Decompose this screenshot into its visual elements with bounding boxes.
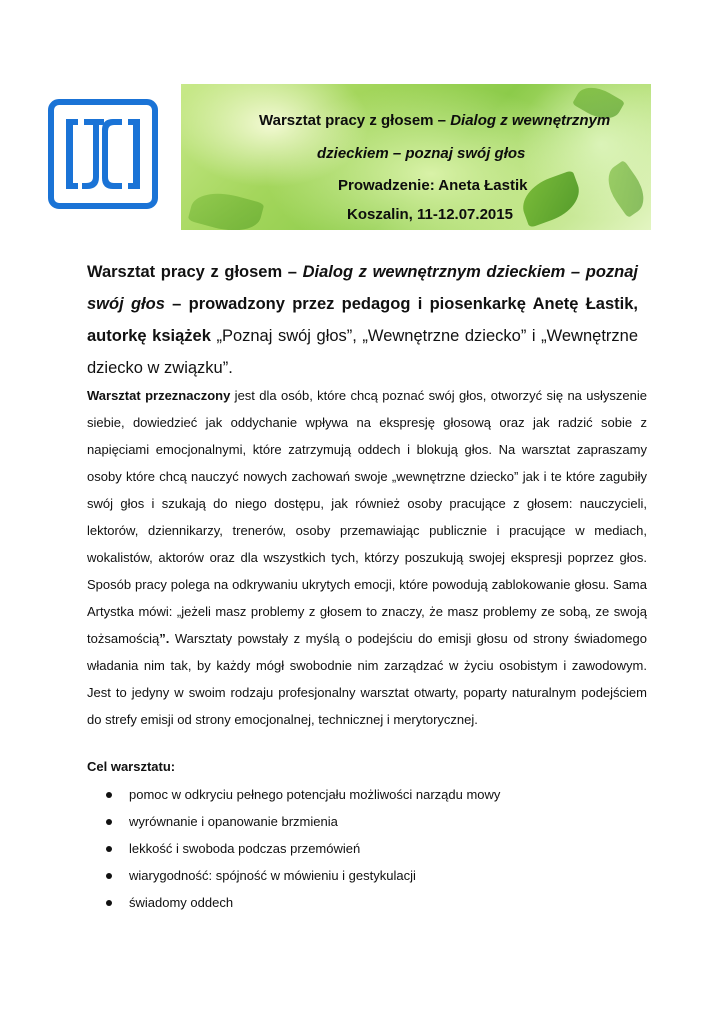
body-quote-end: ”. [159,631,170,646]
intro-paragraph [87,256,638,384]
banner-date: Koszalin, 11-12.07.2015 [347,206,513,223]
goal-text: świadomy oddech [129,895,234,910]
bullet-icon [106,792,112,798]
banner-title-italic: Dialog z wewnętrznym [450,112,611,129]
intro-part4: „Poznaj swój głos”, „Wewnętrzne dziecko” i „Wewnętrzne dziecko w związku”. [87,327,639,377]
body-text-2: Warsztaty powstały z myślą o podejściu do emisji głosu od strony świadomego władania nim tak, by każdy mógł swobodnie nim zarządzać w życiu osobistym i zawodowym. Jest to jedyny w swoim rodzaju profesjonalny warsztat otwarty, poparty naturalnym podejściem do strefy emisji od strony emocjonalnej, technicznej i merytorycznej. [87,631,647,727]
header-banner [181,84,651,230]
banner-title-plain: Warsztat pracy z głosem – [259,112,451,129]
list-item [87,839,500,866]
list-item [87,893,500,920]
intro-part2: Dialog z wewnętrznym dzieckiem – poznaj swój głos [87,263,638,313]
jc-logo-icon [48,99,158,209]
banner-title-italic-2: dzieckiem – poznaj swój głos [317,145,526,162]
goal-text: wiarygodność: spójność w mówieniu i gestykulacji [129,868,416,883]
bullet-icon [106,819,112,825]
bullet-icon [106,900,112,906]
list-item [87,785,500,812]
goal-text: wyrównanie i opanowanie brzmienia [129,814,338,829]
intro-part3: – prowadzony przez pedagog i piosenkarkę Anetę Łastik, autorkę książek [87,295,638,345]
body-lead: Warsztat przeznaczony [87,388,231,403]
bullet-icon [106,846,112,852]
list-item [87,866,500,893]
banner-title [181,84,651,230]
intro-part1: Warsztat pracy z głosem – [87,263,303,281]
goals-title: Cel warsztatu: [87,759,176,774]
bullet-icon [106,873,112,879]
goal-text: lekkość i swoboda podczas przemówień [129,841,361,856]
banner-host: Prowadzenie: Aneta Łastik [338,177,528,194]
list-item [87,812,500,839]
body-text-1: jest dla osób, które chcą poznać swój głos, otworzyć się na usłyszenie siebie, dowiedzieć jak oddychanie wpływa na ekspresję głosową oraz jak radzić sobie z napięciami emocjonalnymi, które zatrzymują oddech i blokują głos. Na warsztat zapraszamy osoby które chcą nauczyć nowych zachowań swoje „wewnętrzne dziecko” jak i te które zagubiły swój głos i szukają do niego dostępu, jak również osoby pracujące z głosem: nauczycieli, lektorów, dziennikarzy, trenerów, osoby przemawiając publicznie i pracujące w mediach, wokalistów, aktorów oraz dla wszystkich tych, którzy poszukują swojej ekspresji poprzez głos. Sposób pracy polega na odkrywaniu ukrytych emocji, które powodują zablokowanie głosu. Sama Artystka mówi: „jeżeli masz problemy z głosem to znaczy, że masz problemy ze sobą, ze swoją tożsamością [87,388,647,646]
body-paragraph [87,382,647,733]
goals-list [87,785,500,920]
goal-text: pomoc w odkryciu pełnego potencjału możliwości narządu mowy [129,787,501,802]
